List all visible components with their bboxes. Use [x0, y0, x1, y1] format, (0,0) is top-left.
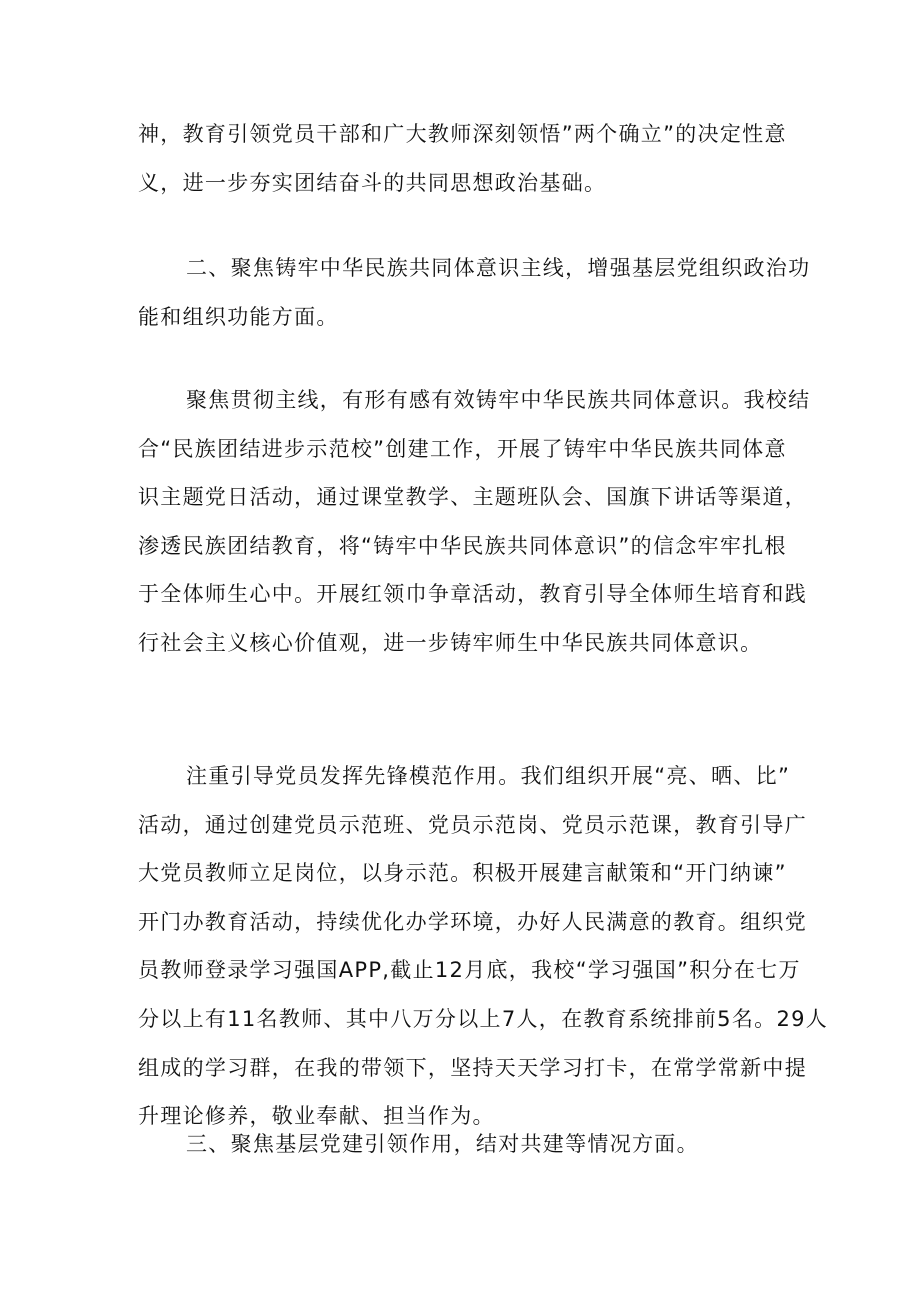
paragraph-line: 大党员教师立足岗位，以身示范。积极开展建言献策和“开门纳谏”	[138, 861, 787, 886]
heading-line: 三、聚焦基层党建引领作用，结对共建等情况方面。	[186, 1132, 699, 1156]
paragraph-line: 义，进一步夯实团结奋斗的共同思想政治基础。	[138, 170, 607, 195]
paragraph-line: 渗透民族团结教育，将“铸牢中华民族共同体意识”的信念牢牢扎根	[138, 533, 787, 558]
paragraph-line: 合“民族团结进步示范校”创建工作，开展了铸牢中华民族共同体意	[138, 436, 787, 461]
paragraph-line: 分以上有11名教师、其中八万分以上7人，在教育系统排前5名。29人	[138, 1006, 829, 1031]
paragraph-line: 员教师登录学习强国APP,截止12月底，我校“学习强国”积分在七万	[138, 958, 801, 983]
heading-line: 二、聚焦铸牢中华民族共同体意识主线，增强基层党组织政治功	[186, 256, 811, 280]
paragraph-ethnic-unity	[138, 376, 811, 668]
paragraph-line: 识主题党日活动，通过课堂教学、主题班队会、国旗下讲话等渠道，	[138, 485, 807, 510]
paragraph-line: 开门办教育活动，持续优化办学环境，办好人民满意的教育。组织党	[138, 909, 807, 934]
heading-line: 能和组织功能方面。	[138, 304, 339, 329]
paragraph-continuation	[138, 110, 788, 207]
paragraph-line: 行社会主义核心价值观，进一步铸牢师生中华民族共同体意识。	[138, 630, 763, 655]
paragraph-line: 聚焦贯彻主线，有形有感有效铸牢中华民族共同体意识。我校结	[186, 388, 811, 412]
paragraph-line: 活动，通过创建党员示范班、党员示范岗、党员示范课，教育引导广	[138, 812, 807, 837]
section-heading-3	[138, 1120, 788, 1169]
paragraph-line: 升理论修养，敬业奉献、担当作为。	[138, 1104, 495, 1129]
paragraph-party-members	[138, 752, 829, 1141]
paragraph-line: 注重引导党员发挥先锋模范作用。我们组织开展“亮、晒、比”	[186, 764, 791, 788]
paragraph-line: 神，教育引领党员干部和广大教师深刻领悟”两个确立”的决定性意	[138, 122, 787, 146]
paragraph-line: 于全体师生心中。开展红领巾争章活动，教育引导全体师生培育和践	[138, 582, 807, 607]
paragraph-line: 组成的学习群，在我的带领下，坚持天天学习打卡，在常学常新中提	[138, 1055, 807, 1080]
section-heading-2	[138, 244, 811, 341]
